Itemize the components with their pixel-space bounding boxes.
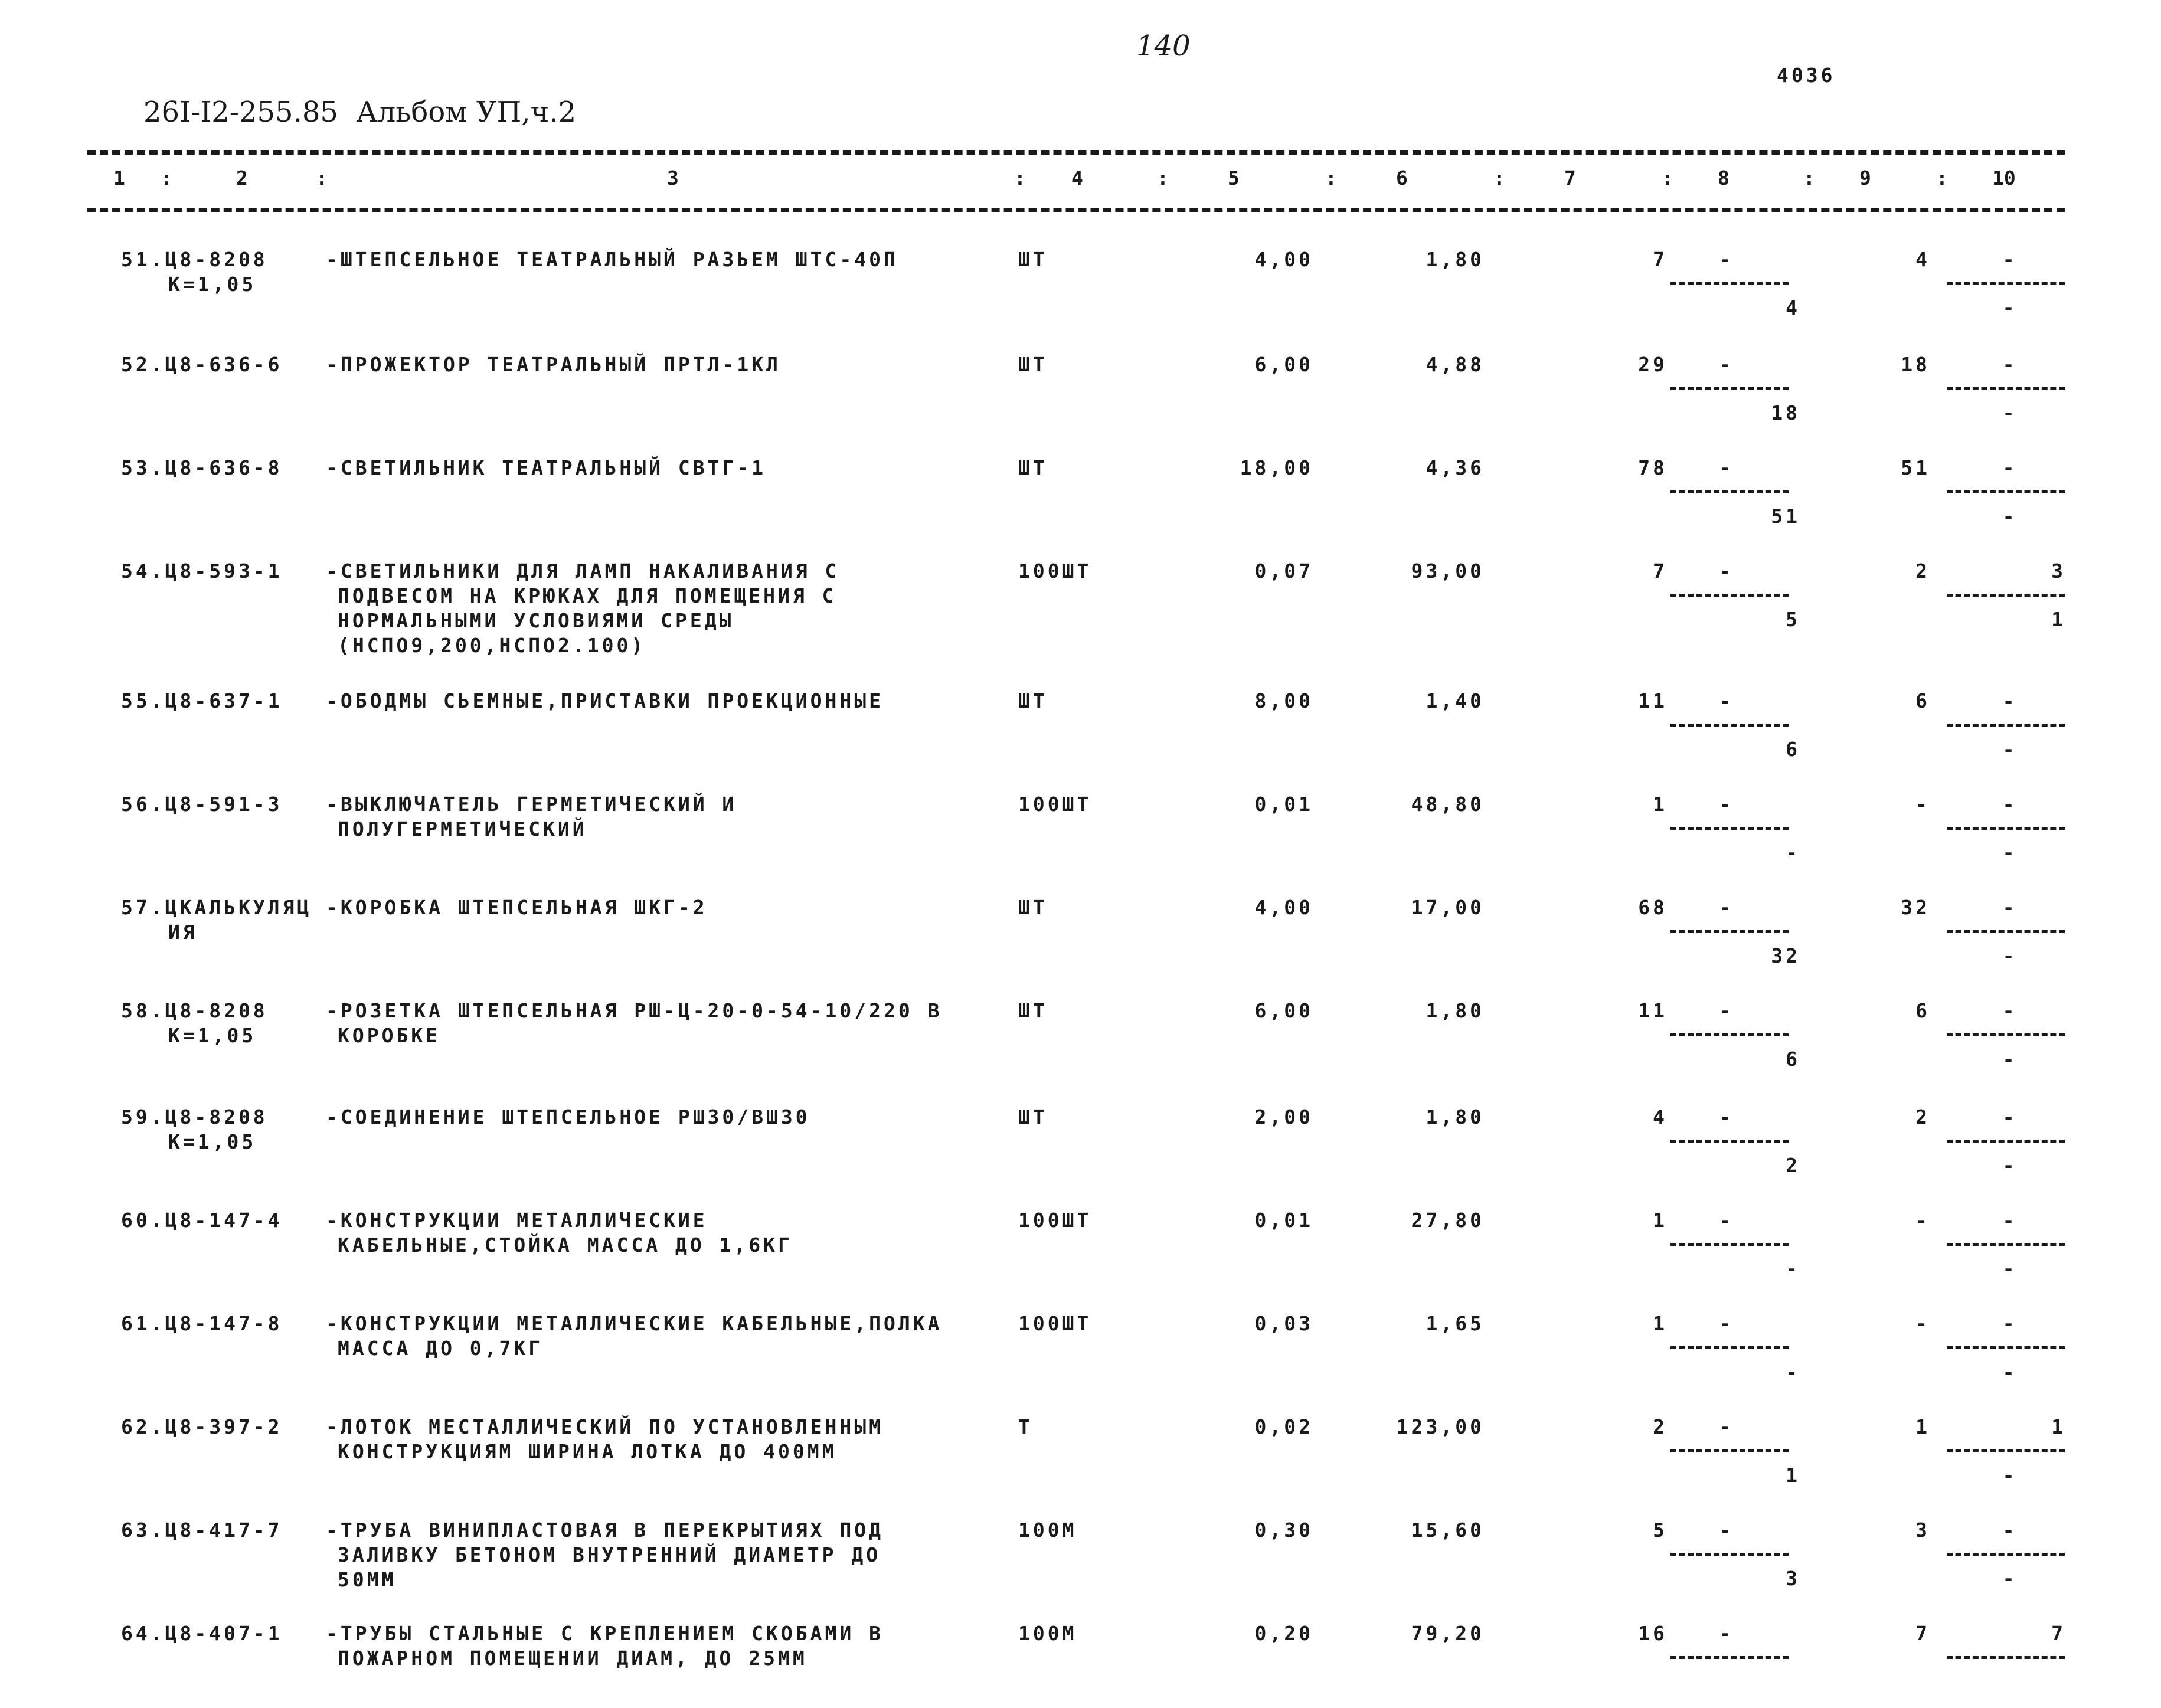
row-code-coefficient: К=1,05 [168,1024,257,1047]
row-quantity: 0,07 [1254,559,1313,583]
row-col10-bottom: - [2002,1257,2018,1280]
row-col10-top: - [2002,1312,2018,1335]
row-col8-bottom: 3 [1786,1567,1800,1590]
row-col8-divider [1670,1243,1789,1246]
row-code-coefficient: К=1,05 [168,1130,257,1153]
row-col9: 2 [1915,559,1930,583]
row-col8-divider [1670,1449,1789,1452]
row-col8-divider [1670,1656,1789,1659]
row-col10-top: 1 [2051,1415,2066,1438]
row-col9: 1 [1915,1415,1930,1438]
col-header-8: 8 [1718,166,1730,189]
row-col8-divider [1670,1140,1789,1143]
row-col10-top: - [2002,1519,2018,1542]
row-price: 93,00 [1411,559,1485,583]
col-sep: : [161,166,172,189]
row-description-line: -СВЕТИЛЬНИК ТЕАТРАЛЬНЫЙ СВТГ-1 [326,456,767,479]
row-description-line: КОРОБКЕ [338,1024,441,1047]
row-col9: 7 [1915,1622,1930,1645]
row-unit: ШТ [1018,999,1048,1022]
row-col8-top: - [1719,1415,1734,1438]
row-col10-top: - [2002,793,2018,816]
row-quantity: 6,00 [1254,999,1313,1022]
row-col8-divider [1670,387,1789,390]
row-quantity: 4,00 [1254,248,1313,271]
row-col9: 6 [1915,999,1930,1022]
row-quantity: 0,20 [1254,1622,1313,1645]
row-description-line: -РОЗЕТКА ШТЕПСЕЛЬНАЯ РШ-Ц-20-0-54-10/220 В [326,999,943,1022]
row-col10-divider [1947,282,2065,285]
col-header-1: 1 [113,166,125,189]
row-col10-divider [1947,1243,2065,1246]
row-col8-divider [1670,724,1789,727]
row-code: 55.Ц8-637-1 [121,689,283,712]
row-price: 27,80 [1411,1209,1485,1232]
col-header-9: 9 [1859,166,1871,189]
row-description-line: -СВЕТИЛЬНИКИ ДЛЯ ЛАМП НАКАЛИВАНИЯ С [326,559,840,583]
row-price: 15,60 [1411,1519,1485,1542]
row-col8-top: - [1719,689,1734,712]
row-col10-bottom: - [2002,1048,2018,1071]
row-unit: ШТ [1018,248,1048,271]
row-col9: - [1915,1312,1930,1335]
col-sep: : [1157,166,1169,189]
row-col7: 4 [1653,1105,1668,1128]
row-col10-top: - [2002,689,2018,712]
col-sep: : [1936,166,1948,189]
row-col10-divider [1947,1449,2065,1452]
row-col9: 4 [1915,248,1930,271]
row-unit: 100М [1018,1519,1077,1542]
row-col8-bottom: 6 [1786,738,1800,761]
row-col10-bottom: - [2002,505,2018,528]
row-code: 58.Ц8-8208 [121,999,268,1022]
row-col8-top: - [1719,999,1734,1022]
handwritten-page-number: 140 [1136,30,1191,63]
row-code: 57.ЦКАЛЬКУЛЯЦ [121,896,312,919]
row-price: 4,36 [1426,456,1485,479]
row-description-line: МАССА ДО 0,7КГ [338,1337,544,1360]
row-col8-top: - [1719,793,1734,816]
row-code: 59.Ц8-8208 [121,1105,268,1128]
row-description-line: -ВЫКЛЮЧАТЕЛЬ ГЕРМЕТИЧЕСКИЙ И [326,793,737,816]
row-description-line: ЗАЛИВКУ БЕТОНОМ ВНУТРЕННИЙ ДИАМЕТР ДО [338,1543,881,1566]
row-description-line: 50ММ [338,1568,397,1591]
row-col8-bottom: 4 [1786,296,1800,319]
row-quantity: 0,03 [1254,1312,1313,1335]
row-price: 48,80 [1411,793,1485,816]
col-sep: : [1493,166,1505,189]
row-col7: 7 [1653,248,1668,271]
row-col10-top: - [2002,456,2018,479]
header-top-rule [87,150,2065,155]
row-col10-divider [1947,1553,2065,1556]
row-col7: 11 [1638,689,1668,712]
row-unit: 100ШТ [1018,1312,1092,1335]
row-quantity: 2,00 [1254,1105,1313,1128]
row-col8-top: - [1719,1105,1734,1128]
row-quantity: 6,00 [1254,353,1313,376]
row-price: 17,00 [1411,896,1485,919]
col-header-6: 6 [1396,166,1408,189]
col-header-5: 5 [1228,166,1240,189]
row-unit: 100ШТ [1018,559,1092,583]
row-col9: 32 [1901,896,1930,919]
col-sep: : [1662,166,1673,189]
row-description-line: -ТРУБЫ СТАЛЬНЫЕ С КРЕПЛЕНИЕМ СКОБАМИ В [326,1622,884,1645]
row-col9: 6 [1915,689,1930,712]
row-col10-bottom: - [2002,1360,2018,1383]
row-quantity: 0,30 [1254,1519,1313,1542]
row-col10-top: - [2002,896,2018,919]
row-price: 79,20 [1411,1622,1485,1645]
row-col8-top: - [1719,896,1734,919]
row-col7: 78 [1638,456,1668,479]
row-col10-top: 7 [2051,1622,2066,1645]
col-sep: : [1325,166,1337,189]
row-col8-bottom: 32 [1771,944,1800,967]
row-quantity: 0,01 [1254,1209,1313,1232]
col-header-2: 2 [236,166,248,189]
row-col8-divider [1670,282,1789,285]
row-col8-top: - [1719,1209,1734,1232]
row-code: 62.Ц8-397-2 [121,1415,283,1438]
row-col8-top: - [1719,1312,1734,1335]
col-sep: : [1014,166,1026,189]
col-sep: : [316,166,328,189]
row-col8-top: - [1719,456,1734,479]
row-col10-top: - [2002,1209,2018,1232]
row-col10-top: - [2002,1105,2018,1128]
row-price: 4,88 [1426,353,1485,376]
col-header-3: 3 [667,166,679,189]
row-col7: 7 [1653,559,1668,583]
row-col10-bottom: 1 [2051,608,2066,631]
row-code: 56.Ц8-591-3 [121,793,283,816]
row-col10-bottom: - [2002,1567,2018,1590]
row-price: 1,65 [1426,1312,1485,1335]
row-col9: 3 [1915,1519,1930,1542]
row-description-line: -КОРОБКА ШТЕПСЕЛЬНАЯ ШКГ-2 [326,896,708,919]
row-col8-divider [1670,1033,1789,1036]
row-col10-bottom: - [2002,738,2018,761]
row-col10-divider [1947,724,2065,727]
row-description-line: -ТРУБА ВИНИПЛАСТОВАЯ В ПЕРЕКРЫТИЯХ ПОД [326,1519,884,1542]
col-header-10: 10 [1992,166,2016,189]
row-price: 1,80 [1426,248,1485,271]
row-col10-top: - [2002,353,2018,376]
row-col10-top: - [2002,248,2018,271]
row-quantity: 0,02 [1254,1415,1313,1438]
row-code: 64.Ц8-407-1 [121,1622,283,1645]
document-title: 26I-I2-255.85 Альбом УП,ч.2 [143,96,577,129]
row-col10-divider [1947,930,2065,933]
row-col9: - [1915,793,1930,816]
row-description-line: -СОЕДИНЕНИЕ ШТЕПСЕЛЬНОЕ РШ30/ВШ30 [326,1105,810,1128]
row-quantity: 0,01 [1254,793,1313,816]
row-description-line: -ПРОЖЕКТОР ТЕАТРАЛЬНЫЙ ПРТЛ-1КЛ [326,353,781,376]
row-col10-divider [1947,387,2065,390]
row-col8-bottom: 6 [1786,1048,1800,1071]
row-price: 1,80 [1426,1105,1485,1128]
row-col10-bottom: - [2002,401,2018,424]
row-price: 1,40 [1426,689,1485,712]
row-description-line: ПОЛУГЕРМЕТИЧЕСКИЙ [338,817,587,840]
row-unit: Т [1018,1415,1033,1438]
row-description-line: (НСПО9,200,НСПО2.100) [338,634,646,657]
row-col7: 1 [1653,1209,1668,1232]
row-description-line: -ШТЕПСЕЛЬНОЕ ТЕАТРАЛЬНЫЙ РАЗЬЕМ ШТС-40П [326,248,898,271]
row-col8-divider [1670,827,1789,830]
row-code: 60.Ц8-147-4 [121,1209,283,1232]
row-col10-divider [1947,594,2065,597]
row-col8-divider [1670,930,1789,933]
row-description-line: -КОНСТРУКЦИИ МЕТАЛЛИЧЕСКИЕ КАБЕЛЬНЫЕ,ПОЛКА [326,1312,943,1335]
row-col7: 1 [1653,1312,1668,1335]
row-code: 53.Ц8-636-8 [121,456,283,479]
row-col8-bottom: - [1786,1257,1800,1280]
row-col7: 29 [1638,353,1668,376]
row-col8-divider [1670,594,1789,597]
row-code-coefficient: ИЯ [168,921,198,944]
row-price: 1,80 [1426,999,1485,1022]
row-description-line: -ОБОДМЫ СЬЕМНЫЕ,ПРИСТАВКИ ПРОЕКЦИОННЫЕ [326,689,884,712]
row-col10-top: - [2002,999,2018,1022]
header-bottom-rule [87,208,2065,212]
row-description-line: ПОДВЕСОМ НА КРЮКАХ ДЛЯ ПОМЕЩЕНИЯ С [338,584,837,607]
row-unit: ШТ [1018,689,1048,712]
row-col8-divider [1670,1346,1789,1349]
row-col9: - [1915,1209,1930,1232]
row-col8-top: - [1719,353,1734,376]
row-col8-divider [1670,1553,1789,1556]
row-col9: 51 [1901,456,1930,479]
row-code: 54.Ц8-593-1 [121,559,283,583]
row-col8-bottom: 1 [1786,1464,1800,1487]
row-col8-top: - [1719,559,1734,583]
row-col10-bottom: - [2002,1154,2018,1177]
row-description-line: КАБЕЛЬНЫЕ,СТОЙКА МАССА ДО 1,6КГ [338,1233,793,1257]
row-quantity: 18,00 [1240,456,1313,479]
row-col7: 11 [1638,999,1668,1022]
row-description-line: ПОЖАРНОМ ПОМЕЩЕНИИ ДИАМ, ДО 25ММ [338,1647,807,1670]
row-col8-top: - [1719,1519,1734,1542]
row-description-line: КОНСТРУКЦИЯМ ШИРИНА ЛОТКА ДО 400ММ [338,1440,837,1463]
row-col7: 68 [1638,896,1668,919]
row-description-line: -ЛОТОК МЕСТАЛЛИЧЕСКИЙ ПО УСТАНОВЛЕННЫМ [326,1415,884,1438]
row-col7: 5 [1653,1519,1668,1542]
row-col8-top: - [1719,248,1734,271]
row-col10-divider [1947,1656,2065,1659]
row-unit: 100М [1018,1622,1077,1645]
row-code: 61.Ц8-147-8 [121,1312,283,1335]
row-unit: ШТ [1018,456,1048,479]
row-col8-bottom: 51 [1771,505,1800,528]
row-description-line: НОРМАЛЬНЫМИ УСЛОВИЯМИ СРЕДЫ [338,609,734,632]
row-unit: ШТ [1018,1105,1048,1128]
row-col10-divider [1947,827,2065,830]
col-sep: : [1803,166,1815,189]
row-col10-bottom: - [2002,296,2018,319]
row-unit: 100ШТ [1018,1209,1092,1232]
row-unit: ШТ [1018,353,1048,376]
row-col7: 2 [1653,1415,1668,1438]
row-col10-divider [1947,1140,2065,1143]
row-col10-bottom: - [2002,1464,2018,1487]
row-col10-divider [1947,1346,2065,1349]
row-col8-bottom: - [1786,1360,1800,1383]
row-col10-top: 3 [2051,559,2066,583]
row-col10-bottom: - [2002,841,2018,864]
row-col8-top: - [1719,1622,1734,1645]
row-code: 63.Ц8-417-7 [121,1519,283,1542]
row-code-coefficient: К=1,05 [168,273,257,296]
row-code: 51.Ц8-8208 [121,248,268,271]
row-quantity: 8,00 [1254,689,1313,712]
row-col10-divider [1947,490,2065,493]
row-col8-divider [1670,490,1789,493]
row-col8-bottom: 2 [1786,1154,1800,1177]
row-quantity: 4,00 [1254,896,1313,919]
row-col8-bottom: - [1786,841,1800,864]
row-col7: 16 [1638,1622,1668,1645]
row-col9: 18 [1901,353,1930,376]
col-header-4: 4 [1071,166,1083,189]
row-col9: 2 [1915,1105,1930,1128]
row-price: 123,00 [1396,1415,1485,1438]
row-col8-bottom: 5 [1786,608,1800,631]
row-code: 52.Ц8-636-6 [121,353,283,376]
row-description-line: -КОНСТРУКЦИИ МЕТАЛЛИЧЕСКИЕ [326,1209,708,1232]
row-unit: 100ШТ [1018,793,1092,816]
row-col8-bottom: 18 [1771,401,1800,424]
row-col10-divider [1947,1033,2065,1036]
row-col10-bottom: - [2002,944,2018,967]
row-unit: ШТ [1018,896,1048,919]
col-header-7: 7 [1564,166,1576,189]
archive-stamp-number: 4036 [1777,64,1836,87]
row-col7: 1 [1653,793,1668,816]
